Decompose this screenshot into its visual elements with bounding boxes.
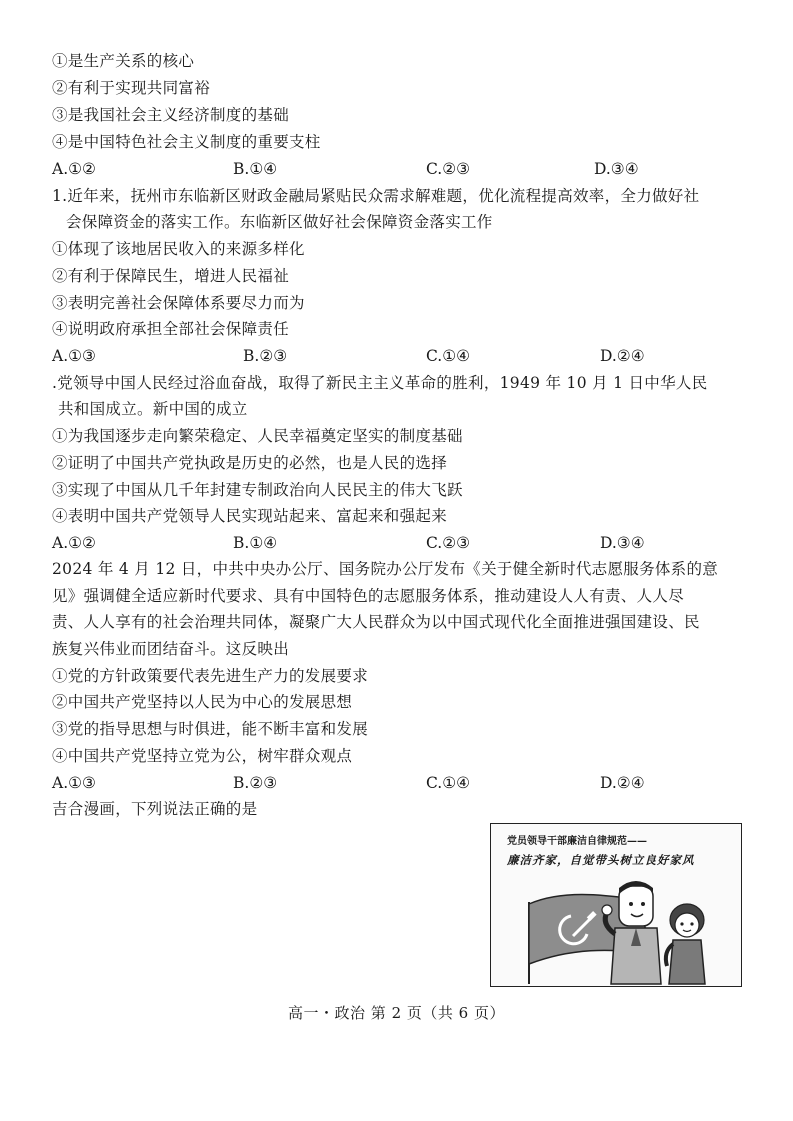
question-stem: 2024 年 4 月 12 日，中共中央办公厅、国务院办公厅发布《关于健全新时代志愿服务体系的意 <box>52 560 719 578</box>
statement: ③党的指导思想与时俱进，能不断丰富和发展 <box>52 720 369 738</box>
statement: ③实现了中国从几千年封建专制政治向人民民主的伟大飞跃 <box>52 481 463 499</box>
statement: ①为我国逐步走向繁荣稳定、人民幸福奠定坚实的制度基础 <box>52 427 463 445</box>
question-stem: 责、人人享有的社会治理共同体，凝聚广大人民群众为以中国式现代化全面推进强国建设、民 <box>52 613 700 631</box>
statement: ①党的方针政策要代表先进生产力的发展要求 <box>52 667 369 685</box>
statement: ②有利于保障民生，增进人民福祉 <box>52 267 290 285</box>
option-a: A.①② <box>52 534 96 552</box>
cartoon-caption-main: 廉洁齐家，自觉带头树立良好家风 <box>507 853 695 867</box>
page-footer: 高一・政治 第 2 页（共 6 页） <box>288 1004 505 1022</box>
question-stem: 共和国成立。新中国的成立 <box>58 400 248 418</box>
option-d: D.②④ <box>600 347 645 365</box>
cartoon-caption-top: 党员领导干部廉洁自律规范—— <box>507 836 647 847</box>
option-b: B.①④ <box>233 534 278 552</box>
question-stem: 1.近年来，抚州市东临新区财政金融局紧贴民众需求解难题，优化流程提高效率，全力做好社 <box>52 187 700 205</box>
question-stem: 族复兴伟业而团结奋斗。这反映出 <box>52 640 290 658</box>
option-d: D.③④ <box>600 534 645 552</box>
statement: ④是中国特色社会主义制度的重要支柱 <box>52 133 321 151</box>
option-c: C.②③ <box>426 160 471 178</box>
statement: ④说明政府承担全部社会保障责任 <box>52 320 290 338</box>
statement: ②证明了中国共产党执政是历史的必然，也是人民的选择 <box>52 454 448 472</box>
question-stem: .党领导中国人民经过浴血奋战，取得了新民主主义革命的胜利，1949 年 10 月 1 日中华人民 <box>52 374 708 392</box>
option-d: D.②④ <box>600 774 645 792</box>
option-d: D.③④ <box>594 160 639 178</box>
option-a: A.①③ <box>52 347 96 365</box>
statement: ①是生产关系的核心 <box>52 52 195 70</box>
cartoon-image <box>490 823 742 987</box>
option-a: A.①③ <box>52 774 96 792</box>
option-b: B.①④ <box>233 160 278 178</box>
statement: ②有利于实现共同富裕 <box>52 79 211 97</box>
statement: ③是我国社会主义经济制度的基础 <box>52 106 290 124</box>
question-stem: 会保障资金的落实工作。东临新区做好社会保障资金落实工作 <box>66 213 493 231</box>
question-stem: 见》强调健全适应新时代要求、具有中国特色的志愿服务体系，推动建设人人有责、人人尽 <box>52 587 685 605</box>
option-b: B.②③ <box>233 774 278 792</box>
option-c: C.②③ <box>426 534 471 552</box>
cartoon-drawing <box>491 824 741 986</box>
statement: ②中国共产党坚持以人民为中心的发展思想 <box>52 693 353 711</box>
option-a: A.①② <box>52 160 96 178</box>
statement: ④表明中国共产党领导人民实现站起来、富起来和强起来 <box>52 507 448 525</box>
question-stem: 吉合漫画，下列说法正确的是 <box>52 800 258 818</box>
option-c: C.①④ <box>426 347 471 365</box>
option-c: C.①④ <box>426 774 471 792</box>
option-b: B.②③ <box>243 347 288 365</box>
woman-figure <box>666 904 705 984</box>
statement: ③表明完善社会保障体系要尽力而为 <box>52 294 305 312</box>
statement: ①体现了该地居民收入的来源多样化 <box>52 240 305 258</box>
statement: ④中国共产党坚持立党为公，树牢群众观点 <box>52 747 353 765</box>
